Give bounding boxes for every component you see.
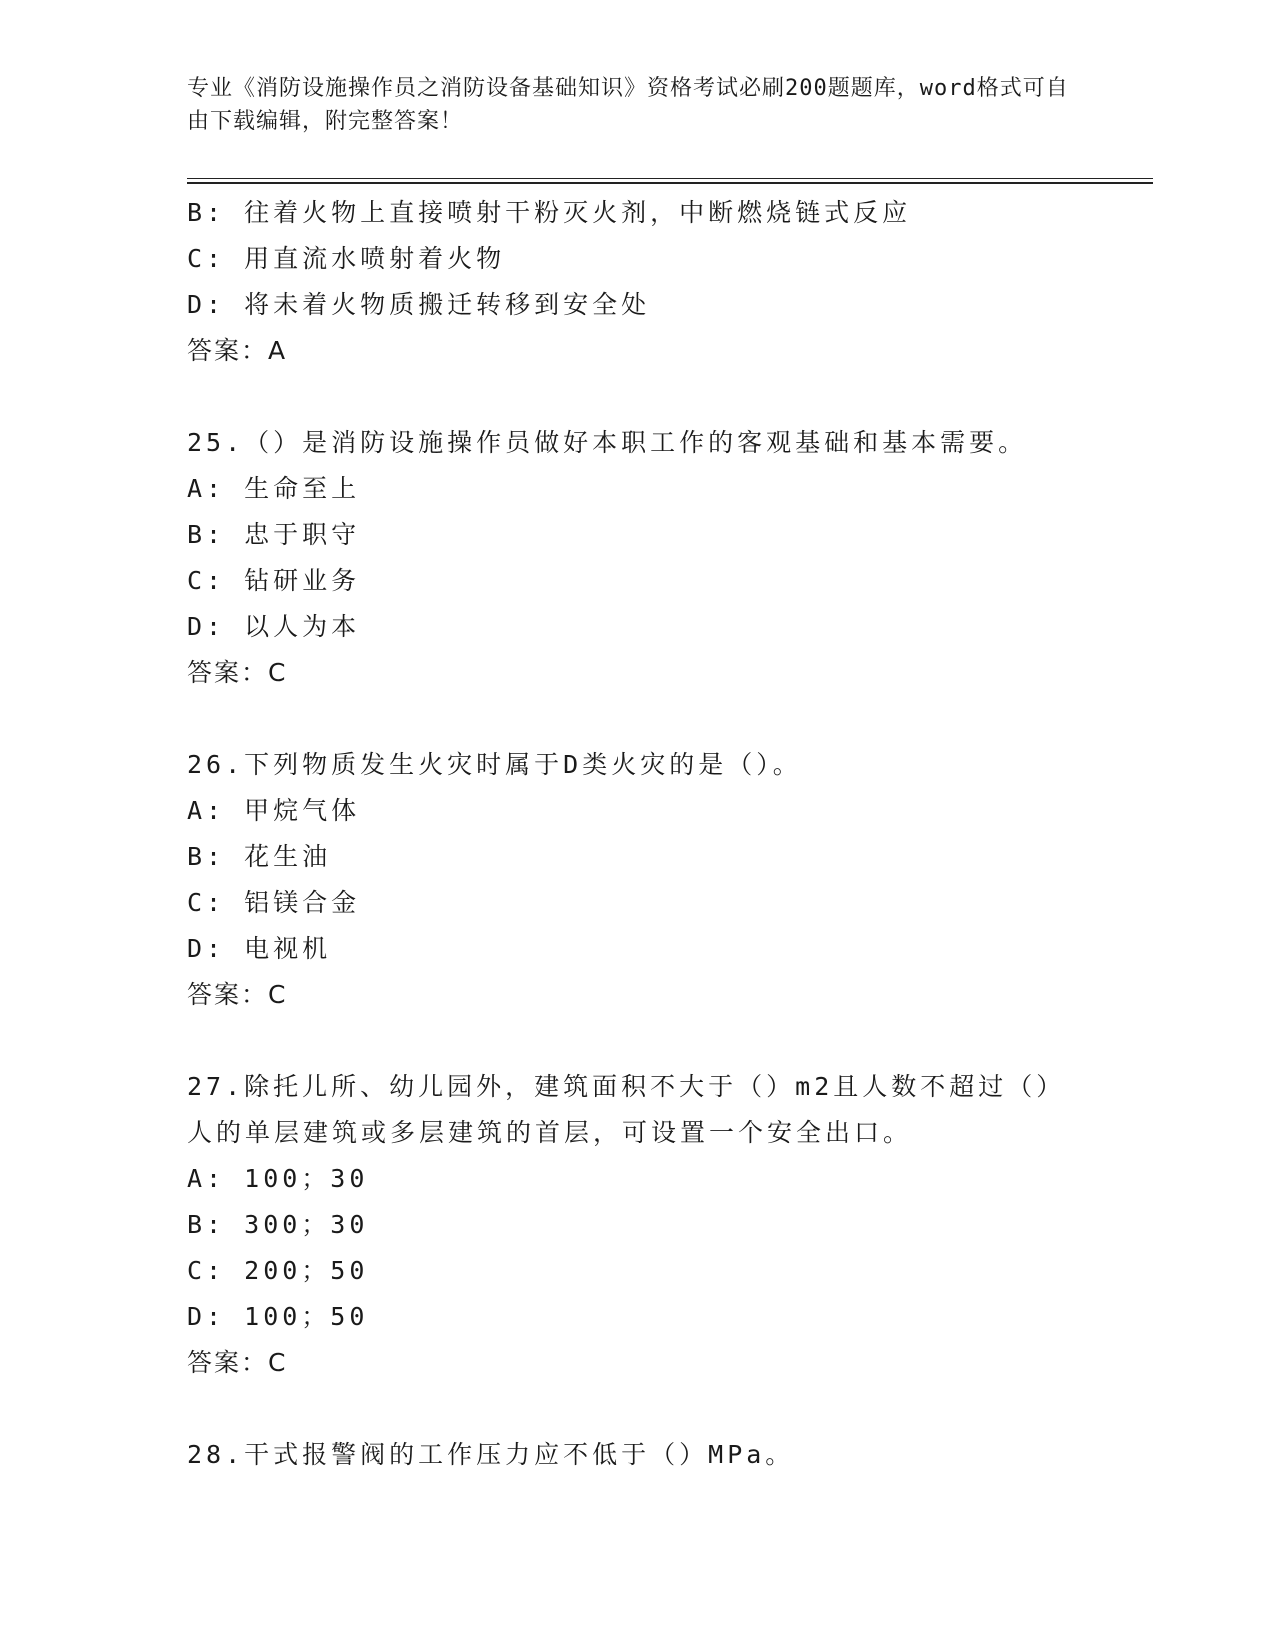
header-divider-bottom: [187, 182, 1153, 184]
option-c: C: 铝镁合金: [187, 888, 361, 917]
question-text: 28.干式报警阀的工作压力应不低于（）MPa。: [187, 1440, 795, 1469]
question-28: [187, 1432, 1087, 1478]
option-a: A: 生命至上: [187, 474, 361, 503]
option-a: A: 甲烷气体: [187, 796, 361, 825]
option-c: C: 钻研业务: [187, 566, 361, 595]
option-d: D: 以人为本: [187, 612, 361, 641]
option-d: D: 100；50: [187, 1302, 369, 1331]
question-25: [187, 420, 1087, 696]
answer-line: 答案：A: [187, 336, 288, 365]
option-d: D: 将未着火物质搬迁转移到安全处: [187, 290, 651, 319]
question-content: [187, 190, 1087, 1478]
answer-line: 答案：C: [187, 1348, 288, 1377]
option-c: C: 200；50: [187, 1256, 369, 1285]
question-text: 27.除托儿所、幼儿园外，建筑面积不大于（）m2且人数不超过（）人的单层建筑或多层建筑的首层，可设置一个安全出口。: [187, 1072, 1066, 1147]
option-d: D: 电视机: [187, 934, 332, 963]
option-c: C: 用直流水喷射着火物: [187, 244, 506, 273]
document-header: 专业《消防设施操作员之消防设备基础知识》资格考试必刷200题题库，word格式可自由下载编辑，附完整答案！: [187, 76, 1069, 134]
answer-line: 答案：C: [187, 980, 288, 1009]
option-b: B: 300；30: [187, 1210, 369, 1239]
header-divider-top: [187, 178, 1153, 179]
question-24-continuation: [187, 190, 1087, 374]
option-b: B: 花生油: [187, 842, 332, 871]
question-26: [187, 742, 1087, 1018]
question-text: 25.（）是消防设施操作员做好本职工作的客观基础和基本需要。: [187, 428, 1028, 457]
option-b: B: 忠于职守: [187, 520, 361, 549]
answer-line: 答案：C: [187, 658, 288, 687]
option-b: B: 往着火物上直接喷射干粉灭火剂，中断燃烧链式反应: [187, 198, 912, 227]
option-a: A: 100；30: [187, 1164, 369, 1193]
question-text: 26.下列物质发生火灾时属于D类火灾的是（）。: [187, 750, 802, 779]
question-27: [187, 1064, 1087, 1386]
